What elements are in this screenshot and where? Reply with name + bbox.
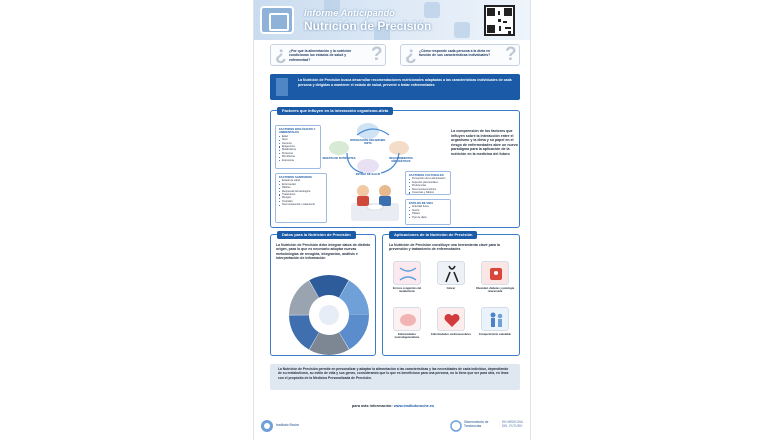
factor-item: Respuesta farmacológica xyxy=(279,190,323,193)
node-left-label: INGESTA DE NUTRIENTES xyxy=(322,157,356,160)
factor-box-lifestyle xyxy=(405,199,451,225)
ribbon-icon xyxy=(437,261,465,285)
observatorio-logo-icon xyxy=(450,420,462,432)
roche-logo-icon xyxy=(260,419,274,433)
factor-item: Estado de salud xyxy=(279,179,323,182)
intro-accent xyxy=(276,78,288,96)
factors-side-text: La comprensión de los factores que influyen sobre la interacción entre el organismo y la dieta y su papel en el riesgo de enfermedades abre un nuevo paradigma para la aplicación de la nutrición en la medicina del futuro xyxy=(451,129,518,156)
factor-item: Sueño xyxy=(409,209,447,212)
more-info-link[interactable]: www.institutoroche.es xyxy=(393,404,435,408)
factor-item: Percepción de la alimentación xyxy=(409,177,447,180)
application-item xyxy=(387,307,427,339)
application-item xyxy=(387,261,427,293)
heart-icon xyxy=(437,307,465,331)
applications-panel xyxy=(382,234,520,356)
factor-item: Preferencias xyxy=(409,184,447,187)
poster xyxy=(253,0,531,440)
right-logo-text: Observatorio de Tendencias xyxy=(464,420,489,428)
factors-panel xyxy=(270,110,520,228)
question-mark-icon: ? xyxy=(505,44,517,65)
factor-box-biological xyxy=(275,125,321,169)
application-label: Envejecimiento saludable xyxy=(479,333,511,336)
factor-item: Metaboloma xyxy=(279,148,317,151)
application-label: Cáncer xyxy=(446,287,456,290)
factor-item: Tabaco xyxy=(409,212,447,215)
application-label: Errores congénitos del metabolismo xyxy=(392,287,422,294)
conclusion-text: La Nutrición de Precisión permite en personalizar y adaptar la alimentación a las características y las necesidades de cada individuo, dependiendo de su metabolismo, su estilo de vida y sus genes, considerando que lo que es beneficioso para una persona, no lo tiene que ser para otra, en línea con el propósito de la Medicina Personalizada de Precisión. xyxy=(278,367,509,380)
people-eating-illustration-icon xyxy=(347,181,403,225)
factor-item: Epigenoma xyxy=(279,145,317,148)
factor-box-title: ESTILOS DE VIDA xyxy=(409,201,434,205)
brain-icon xyxy=(393,307,421,331)
factor-item: Creencias y hábitos xyxy=(409,191,447,194)
dna-icon xyxy=(393,261,421,285)
factor-box-title: FACTORES CULTURALES xyxy=(409,173,444,177)
right-logo-tagline: EN MEDICINA DEL FUTURO xyxy=(502,420,523,428)
application-item xyxy=(431,307,471,336)
factor-box-title: FACTORES SANITARIOS xyxy=(279,175,312,179)
factor-box-health xyxy=(275,173,327,223)
cycle-arrows-icon xyxy=(337,125,409,177)
question-left-text: ¿Por qué la alimentación y la nutrición condicionan los estados de salud y enfermedad? xyxy=(289,49,352,62)
factor-item: Nivel socioeconómico xyxy=(409,188,447,191)
node-bottom-label: ESTADO DE SALUD xyxy=(355,173,381,176)
question-box-right xyxy=(400,44,520,66)
question-right-text: ¿Cómo responde cada persona a la dieta en función de sus características individuales? xyxy=(419,49,491,58)
conclusion-box xyxy=(270,364,520,390)
factor-item: Hábitos xyxy=(279,186,323,189)
factor-item: Sexo xyxy=(279,138,317,141)
factor-item: Tratamiento xyxy=(279,193,323,196)
factor-item: Genoma xyxy=(279,142,317,145)
header-decoration xyxy=(424,2,440,18)
application-item xyxy=(431,261,471,290)
factor-box-title: FACTORES BIOLÓGICOS Y AMBIENTALES xyxy=(279,127,316,135)
factor-item: Nivel asistencial y tratamiento xyxy=(279,203,323,206)
factor-item: Riesgos xyxy=(279,196,323,199)
factor-item: Microbioma xyxy=(279,155,317,158)
factor-item: Exposoma xyxy=(279,159,317,162)
intro-text: La Nutrición de Precisión busca desarrollar recomendaciones nutricionales adaptadas a las características individuales de cada persona y dirigidas a mantener el estado de salud, prevenir o tratar enfermedades xyxy=(298,78,512,87)
node-top-label: INTERACCIÓN ORGANISMO-DIETA xyxy=(350,139,386,145)
factors-heading: Factores que influyen en la interacción organismo-dieta xyxy=(277,107,393,115)
data-heading: Datos para la Nutrición de Precisión xyxy=(277,231,356,239)
question-mark-icon: ¿ xyxy=(275,44,287,65)
left-logo-text: Instituto Roche xyxy=(276,423,300,427)
more-info-label: para más información: xyxy=(351,404,393,408)
factor-item: Edad xyxy=(279,135,317,138)
elderly-icon xyxy=(481,307,509,331)
more-info xyxy=(254,404,531,408)
application-label: Enfermedades cardiovasculares xyxy=(431,333,471,336)
factor-item: Tipo de dieta xyxy=(409,216,447,219)
question-box-left xyxy=(270,44,386,66)
instituto-roche-logo xyxy=(260,418,320,434)
poster-header xyxy=(254,0,531,40)
observatorio-logo xyxy=(450,418,530,434)
node-right-label: REQUERIMIENTOS ENERGÉTICOS xyxy=(389,157,413,163)
header-kicker: Informe Anticipando xyxy=(304,8,395,18)
question-mark-icon: ? xyxy=(371,44,383,65)
application-label: Obesidad, diabetes y patología relacionada xyxy=(475,287,515,294)
header-title: Nutrición de Precisión xyxy=(304,19,432,33)
scale-icon xyxy=(481,261,509,285)
factor-item: Proteoma xyxy=(279,152,317,155)
data-text: La Nutrición de Precisión debe integrar datos de distinto origen, para lo que es necesario adoptar nuevas metodologías de recogida, integración, análisis e interpretación de información xyxy=(276,243,371,261)
factor-box-cultural xyxy=(405,171,451,195)
question-mark-icon: ¿ xyxy=(405,44,417,65)
application-item xyxy=(475,261,515,293)
applications-heading: Aplicaciones de la Nutrición de Precisión xyxy=(389,231,477,239)
factor-item: Aspectos psicosociales xyxy=(409,181,447,184)
qr-code-icon[interactable] xyxy=(484,5,515,36)
header-decoration xyxy=(454,22,470,38)
application-label: Enfermedades neurodegenerativas xyxy=(394,333,420,340)
intro-banner xyxy=(270,74,520,100)
factor-item: Toxicidad xyxy=(279,200,323,203)
application-item xyxy=(475,307,515,336)
header-logo-icon xyxy=(260,6,294,34)
data-sources-donut-icon xyxy=(287,273,371,357)
factor-item: Actividad física xyxy=(409,205,447,208)
data-panel xyxy=(270,234,376,356)
factor-item: Enfermedad xyxy=(279,183,323,186)
applications-text: La Nutrición de Precisión constituye una herramienta clave para la prevención y tratamiento de enfermedades xyxy=(389,243,500,252)
